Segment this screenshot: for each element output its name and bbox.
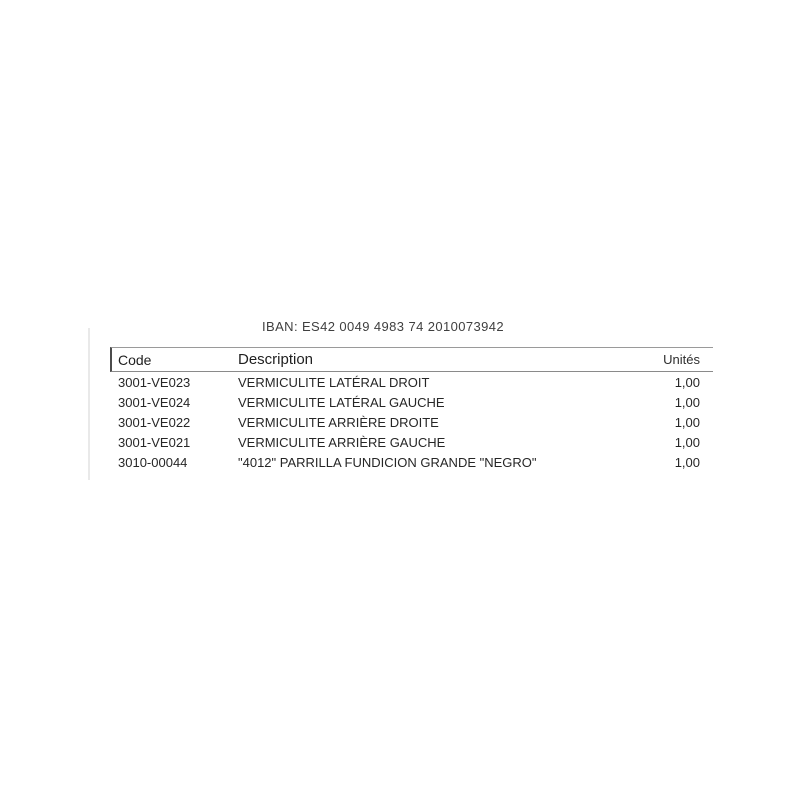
column-header-units: Unités <box>663 352 700 367</box>
table-header-row <box>110 347 713 372</box>
cell-description: VERMICULITE ARRIÈRE DROITE <box>238 414 439 430</box>
cell-code: 3001-VE022 <box>118 414 191 430</box>
cell-code: 3001-VE024 <box>118 394 191 410</box>
cell-code: 3001-VE021 <box>118 434 191 450</box>
column-header-code: Code <box>118 351 152 368</box>
cell-units: 1,00 <box>674 374 700 390</box>
cell-code: 3001-VE023 <box>118 374 191 390</box>
table-row <box>110 412 713 432</box>
page-edge-line <box>88 328 90 480</box>
column-header-description: Description <box>238 351 314 368</box>
cell-description: VERMICULITE ARRIÈRE GAUCHE <box>238 434 446 450</box>
cell-units: 1,00 <box>674 454 700 470</box>
table-row <box>110 452 713 472</box>
table-body <box>110 372 713 472</box>
cell-units: 1,00 <box>674 434 700 450</box>
cell-units: 1,00 <box>674 394 700 410</box>
cell-code: 3010-00044 <box>118 454 188 470</box>
cell-description: "4012" PARRILLA FUNDICION GRANDE "NEGRO" <box>238 454 537 470</box>
cell-units: 1,00 <box>674 414 700 430</box>
cell-description: VERMICULITE LATÉRAL GAUCHE <box>238 394 445 410</box>
table-row <box>110 392 713 412</box>
table-row <box>110 432 713 452</box>
iban-line-clipped <box>262 319 505 334</box>
iban-text: IBAN: ES42 0049 4983 74 2010073942 <box>262 319 505 334</box>
cell-description: VERMICULITE LATÉRAL DROIT <box>238 374 430 390</box>
table-row <box>110 372 713 392</box>
